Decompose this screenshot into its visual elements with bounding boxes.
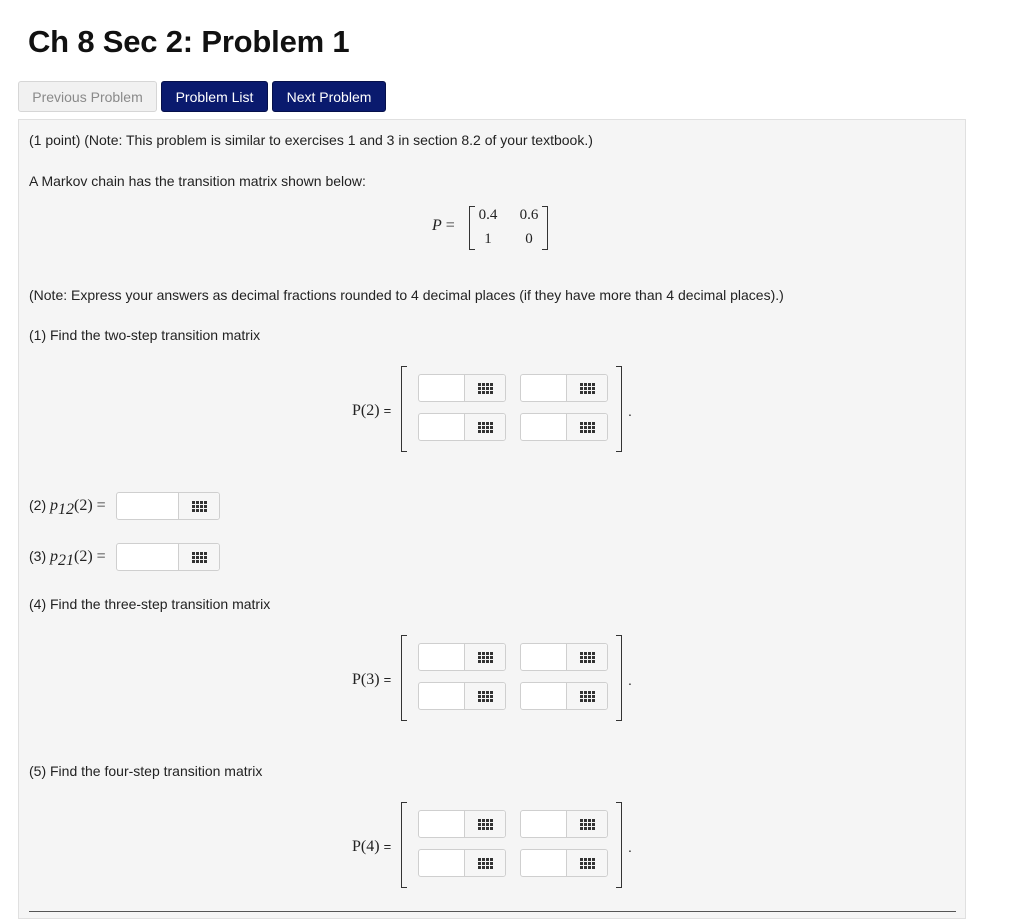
answer-input[interactable] [521,811,566,837]
keypad-grid-icon[interactable] [464,414,505,440]
answer-P2-r1c2[interactable] [520,374,608,402]
answer-input[interactable] [419,414,464,440]
answer-input[interactable] [419,375,464,401]
answer-input[interactable] [117,493,178,519]
P2-right-bracket [616,366,622,452]
answer-p21[interactable] [116,543,220,571]
answer-input[interactable] [419,850,464,876]
matrix-P-label: P = [432,217,455,234]
answer-P3-r2c2[interactable] [520,682,608,710]
P3-right-bracket [616,635,622,721]
matrix-P-cell: 0.4 [478,207,498,223]
keypad-grid-icon[interactable] [566,850,607,876]
answer-input[interactable] [521,375,566,401]
answer-P4-r1c2[interactable] [520,810,608,838]
keypad-grid-icon[interactable] [464,850,505,876]
answer-P4-r2c1[interactable] [418,849,506,877]
P4-left-bracket [401,802,407,888]
answer-input[interactable] [419,811,464,837]
answer-input[interactable] [521,644,566,670]
P3-period: . [628,672,632,688]
P3-label: P(3) = [352,671,392,688]
answer-p12[interactable] [116,492,220,520]
keypad-grid-icon[interactable] [566,414,607,440]
P4-right-bracket [616,802,622,888]
keypad-grid-icon[interactable] [464,683,505,709]
divider [29,911,956,912]
previous-problem-button[interactable]: Previous Problem [18,81,157,112]
P2-period: . [628,403,632,419]
part-1-label: (1) Find the two-step transition matrix [29,327,261,343]
keypad-grid-icon[interactable] [464,811,505,837]
answer-P2-r2c2[interactable] [520,413,608,441]
part-3-label: (3) $p_{21}(2)$ = [29,548,106,569]
answer-input[interactable] [521,850,566,876]
P4-period: . [628,839,632,855]
answer-input[interactable] [419,683,464,709]
keypad-grid-icon[interactable] [178,544,219,570]
problem-statement: A Markov chain has the transition matrix shown below: [29,173,366,189]
answer-input[interactable] [521,414,566,440]
rounding-note: (Note: Express your answers as decimal fractions rounded to 4 decimal places (if they have more than 4 decimal places).) [29,287,784,303]
keypad-grid-icon[interactable] [566,683,607,709]
keypad-grid-icon[interactable] [464,375,505,401]
answer-input[interactable] [521,683,566,709]
part-5-label: (5) Find the four-step transition matrix [29,763,263,779]
P2-left-bracket [401,366,407,452]
answer-input[interactable] [117,544,178,570]
problem-list-button[interactable]: Problem List [161,81,268,112]
P3-left-bracket [401,635,407,721]
P2-label: P(2) = [352,402,392,419]
answer-P2-r2c1[interactable] [418,413,506,441]
answer-P2-r1c1[interactable] [418,374,506,402]
next-problem-button[interactable]: Next Problem [272,81,386,112]
answer-P4-r1c1[interactable] [418,810,506,838]
answer-P3-r2c1[interactable] [418,682,506,710]
matrix-P-cell: 0 [525,231,533,247]
P4-label: P(4) = [352,838,392,855]
keypad-grid-icon[interactable] [566,644,607,670]
keypad-grid-icon[interactable] [178,493,219,519]
keypad-grid-icon[interactable] [464,644,505,670]
page-title: Ch 8 Sec 2: Problem 1 [28,24,350,59]
matrix-P-cell: 0.6 [519,207,539,223]
keypad-grid-icon[interactable] [566,811,607,837]
answer-P4-r2c2[interactable] [520,849,608,877]
keypad-grid-icon[interactable] [566,375,607,401]
part-4-label: (4) Find the three-step transition matrix [29,596,271,612]
part-2-label: (2) $p_{12}(2)$ = [29,497,106,518]
answer-P3-r1c2[interactable] [520,643,608,671]
problem-intro: (1 point) (Note: This problem is similar to exercises 1 and 3 in section 8.2 of your textbook.) [29,132,593,148]
matrix-P-cell: 1 [484,231,492,247]
answer-input[interactable] [419,644,464,670]
answer-P3-r1c1[interactable] [418,643,506,671]
